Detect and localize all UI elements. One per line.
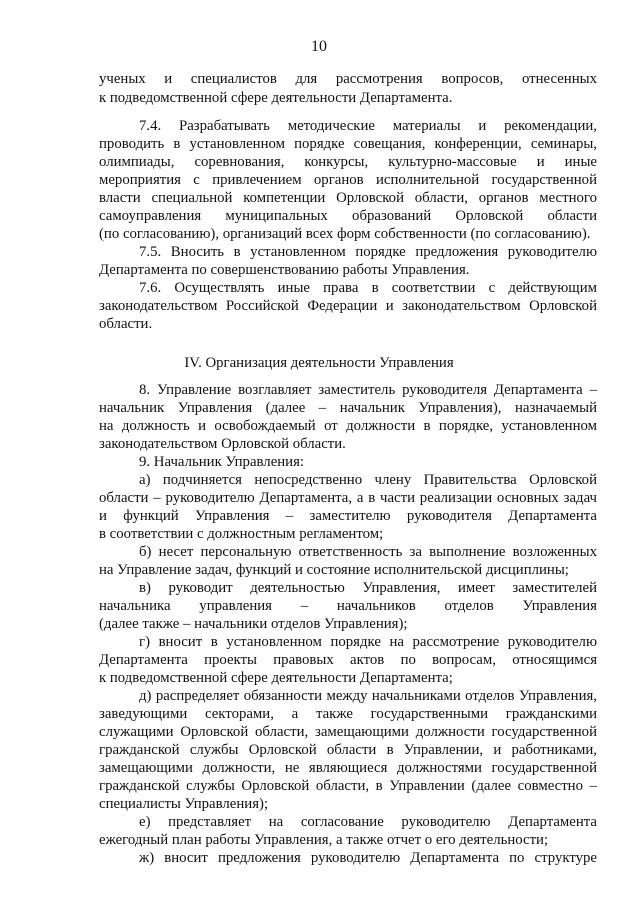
word: е) [139,814,151,830]
text-line [0,261,638,279]
line-text: служащими Орловской области, замещающими должности государственной [99,724,597,740]
text-line [0,435,638,453]
word: на [268,814,284,830]
word: Управления, [362,580,441,596]
text-line [0,507,638,525]
text-line [0,89,638,107]
text-line [0,543,638,561]
text-line [0,795,638,813]
word: материалы [392,118,461,134]
line-text: проводить в установленном порядке совещания, конференции, семинары, [99,136,597,152]
line-text: в соответствии с должностным регламентом; [99,526,384,542]
word: – [300,598,309,614]
word: по [400,652,416,668]
text-line [0,417,638,435]
text-line [0,153,638,171]
line-text: 9. Начальник Управления: [139,454,305,470]
text-line [0,687,638,705]
word: секторами, [204,706,274,722]
word: отнесенных [521,71,597,87]
text-line [0,381,638,399]
text-line [0,279,638,297]
text-line [0,315,638,333]
text-line [0,669,638,687]
line-text: мероприятия с привлечением органов исполнительной государственной [99,172,597,188]
line-text: законодательством Российской Федерации и законодательством Орловской [99,298,597,314]
word: представляет [168,814,252,830]
word: области [547,208,597,224]
word: ученых [99,71,146,87]
text-line [0,759,638,777]
word: и [164,71,173,87]
line-text: 7.6. Осуществлять иные права в соответствии с действующим [139,280,597,296]
text-line [0,561,638,579]
text-line [0,723,638,741]
line-text: на Управление задач, функций и состояние исполнительской дисциплины; [99,562,569,578]
line-text: начальник Управления (далее – начальник Управления), назначаемый [99,400,597,416]
word: рекомендации, [504,118,597,134]
line-text: 8. Управление возглавляет заместитель руководителя Департамента – [139,382,597,398]
line-text: 7.5. Вносить в установленном порядке предложения руководителю [139,244,597,260]
word: Разрабатывать [178,118,270,134]
word: деятельностью [250,580,345,596]
text-line [0,297,638,315]
line-text: а) подчиняется непосредственно члену Правительства Орловской [139,472,597,488]
word: согласование [300,814,384,830]
word: конкурсы, [304,154,369,170]
word: проекты [204,652,257,668]
word: управления [199,598,272,614]
word: государственными [370,706,489,722]
word: иные [564,154,597,170]
line-text: г) вносит в установленном порядке на рассмотрение руководителю [139,634,597,650]
line-text: (далее также – начальники отделов Управления); [99,616,408,632]
text-line [0,489,638,507]
text-line [0,831,638,849]
text-line [0,597,638,615]
word: заместителей [512,580,597,596]
word: Управления [522,598,597,614]
word: специалистов [190,71,277,87]
page-number: 10 [311,38,327,55]
text-line [0,171,638,189]
text-line [0,651,638,669]
word: начальников [336,598,416,614]
line-text: на должность и освобождаемый от должности в порядке, установленном [99,418,597,434]
text-line [0,399,638,417]
line-text: к подведомственной сфере деятельности Департамента. [99,90,453,106]
line-text: области – руководителю Департамента, а в части реализации основных задач [99,490,597,506]
line-text: специалисты Управления); [99,796,269,812]
section-heading-text: IV. Организация деятельности Управления [184,355,454,371]
word: рассмотрения [335,71,423,87]
section-heading [0,354,638,372]
word: начальника [99,598,171,614]
word: а [291,706,299,722]
line-text: (по согласованию), организаций всех форм собственности (по согласованию). [99,226,591,242]
word: актов [350,652,385,668]
word: Департамента [99,652,188,668]
text-line [0,453,638,471]
word: Орловской [455,208,524,224]
word: руководителю [401,814,491,830]
word: Департамента [508,814,597,830]
line-text: б) несет персональную ответственность за выполнение возложенных [139,544,597,560]
word: вопросам, [432,652,496,668]
word: отделов [444,598,494,614]
text-line [0,705,638,723]
text-line [0,207,638,225]
word: относящимся [512,652,597,668]
word: для [295,71,318,87]
line-text: и функций Управления – заместителю руководителя Департамента [99,508,597,524]
text-line [0,741,638,759]
word: заведующими [99,706,188,722]
word: олимпиады, [99,154,175,170]
line-text: гражданской службы Орловской области в Управлении, и работниками, [99,742,597,758]
line-text: ежегодный план работы Управления, а также отчет о его деятельности; [99,832,549,848]
word: соревнования, [194,154,285,170]
word: вопросов, [441,71,504,87]
line-text: гражданской службы Орловской области, в Управлении (далее совместно – [99,778,597,794]
line-text: к подведомственной сфере деятельности Департамента; [99,670,453,686]
text-line [0,525,638,543]
word: муниципальных [225,208,328,224]
word: руководит [168,580,233,596]
word: самоуправления [99,208,202,224]
text-line [0,117,638,135]
text-line [0,189,638,207]
word: в) [139,580,151,596]
word: и [478,118,487,134]
text-line [0,813,638,831]
text-line [0,579,638,597]
word: образований [352,208,432,224]
line-text: власти специальной компетенции Орловской области, органов местного [99,190,597,206]
line-text: Департамента по совершенствованию работы Управления. [99,262,470,278]
line-text: д) распределяет обязанности между начальниками отделов Управления, [139,688,597,704]
word: и [536,154,545,170]
text-line [0,633,638,651]
word: правовых [273,652,334,668]
text-line [0,243,638,261]
line-text: замещающими должности, не являющиеся должностями государственной [99,760,597,776]
text-line [0,777,638,795]
word: также [315,706,353,722]
word: культурно-массовые [388,154,517,170]
word: гражданскими [505,706,597,722]
word: методические [287,118,375,134]
text-line [0,225,638,243]
text-line [0,70,638,88]
line-text: законодательством Орловской области. [99,436,346,452]
text-line [0,849,638,867]
text-line [0,135,638,153]
line-text: ж) вносит предложения руководителю Департамента по структуре [139,850,597,866]
text-line [0,471,638,489]
text-line [0,615,638,633]
word: 7.4. [139,118,162,134]
word: имеет [458,580,495,596]
line-text: области. [99,316,153,332]
